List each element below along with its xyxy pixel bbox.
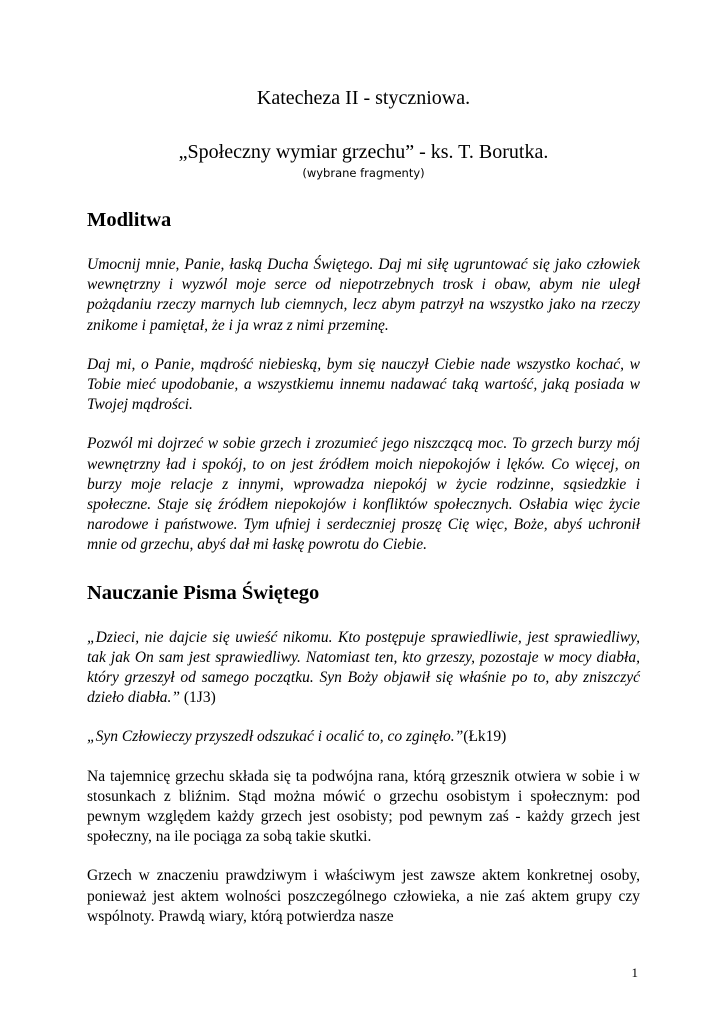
quote-reference: (Łk19) <box>463 728 507 746</box>
document-title: Katecheza II - styczniowa. <box>256 87 471 109</box>
scripture-quote <box>87 628 640 709</box>
body-paragraph: Grzech w znaczeniu prawdziwym i właściwym jest zawsze aktem konkretnej osoby, ponieważ jest aktem wolności poszczególnego człowieka, a nie zaś aktem grupy czy wspólnoty. Prawdą wiary, którą potwierdza nasze <box>87 867 640 925</box>
document-subtitle: „Społeczny wymiar grzechu” - ks. T. Borutka. <box>178 141 549 163</box>
scripture-quote <box>87 727 640 747</box>
prayer-paragraph: Daj mi, o Panie, mądrość niebieską, bym się nauczył Ciebie nade wszystko kochać, w Tobie mieć upodobanie, a wszystkiemu innemu nadawać taką wartość, jaką posiada w Twojej mądrości. <box>87 355 640 414</box>
prayer-paragraph: Pozwól mi dojrzeć w sobie grzech i zrozumieć jego niszczącą moc. To grzech burzy mój wewnętrzny ład i spokój, to on jest źródłem moich niepokojów i lęków. Co więcej, on burzy moje relacje z innymi, wprowadza niepokój w życie rodzinne, sąsiedzkie i społeczne. Staje się źródłem niepokojów i konfliktów społecznych. Osłabia więc życie narodowe i państwowe. Tym ufniej i serdeczniej proszę Cię więc, Boże, abyś uchronił mnie od grzechu, abyś dał mi łaskę powrotu do Ciebie. <box>87 435 640 554</box>
section-heading-scripture: Nauczanie Pisma Świętego <box>87 581 320 604</box>
quote-text: „Dzieci, nie dajcie się uwieść nikomu. Kto postępuje sprawiedliwie, jest sprawiedliwy, tak jak On sam jest sprawiedliwy. Natomiast ten, kto grzeszy, pozostaje w mocy diabła, który grzeszył od samego początku. Syn Boży objawił się właśnie po to, aby zniszczyć dzieło diabła.” <box>87 628 640 707</box>
body-paragraph: Na tajemnicę grzechu składa się ta podwójna rana, którą grzesznik otwiera w sobie i w stosunkach z bliźnim. Stąd można mówić o grzechu osobistym i społecznym: pod pewnym względem każdy grzech jest osobisty; pod pewnym zaś - każdy grzech jest społeczny, na ile pociąga za sobą takie skutki. <box>87 767 640 846</box>
quote-reference: (1J3) <box>180 689 216 707</box>
prayer-paragraph: Umocnij mnie, Panie, łaską Ducha Świętego. Daj mi siłę ugruntować się jako człowiek wewnętrzny i wyzwól moje serce od niepotrzebnych trosk i obaw, abym nie uległ pożądaniu rzeczy marnych lub ciemnych, lecz abym patrzył na wszystko jako na rzeczy znikome i pamiętał, że i ja wraz z nimi przeminę. <box>87 256 640 334</box>
document-note: (wybrane fragmenty) <box>302 166 425 180</box>
section-heading-prayer: Modlitwa <box>87 209 172 231</box>
page-number: 1 <box>631 965 638 980</box>
quote-text: „Syn Człowieczy przyszedł odszukać i ocalić to, co zginęło.” <box>87 728 464 746</box>
